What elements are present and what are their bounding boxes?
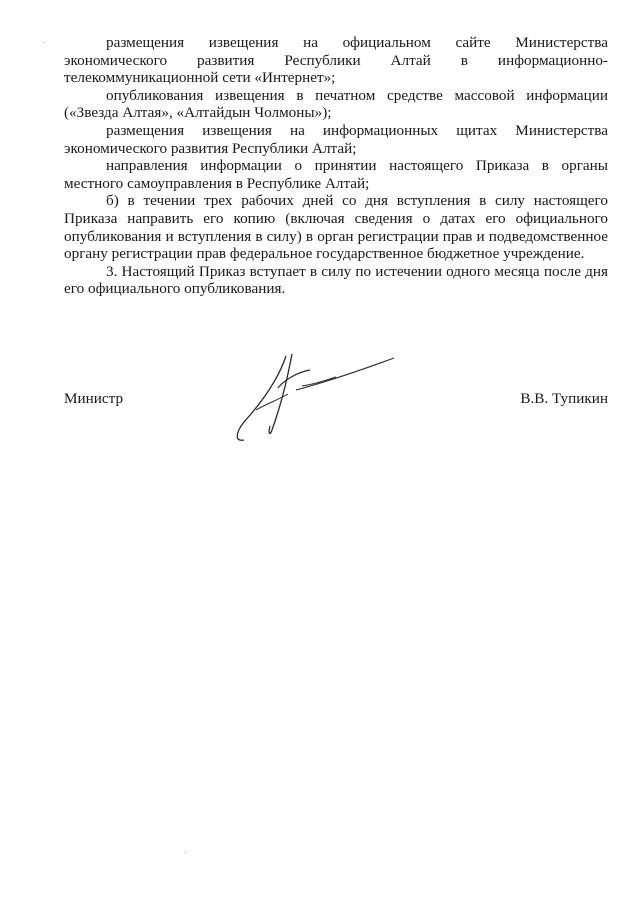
document-body [64, 34, 608, 298]
signer-name: В.В. Тупикин [520, 390, 608, 407]
scan-speck [185, 852, 186, 853]
signature-row [64, 390, 608, 412]
paragraph-website-notice: размещения извещения на официальном сайте Министерства экономического развития Республики Алтай в информационно-телекоммуникационной сети «Интернет»; [64, 34, 608, 87]
paragraph-info-boards-notice: размещения извещения на информационных щитах Министерства экономического развития Республики Алтай; [64, 121, 608, 157]
paragraph-item-3: 3. Настоящий Приказ вступает в силу по истечении одного месяца после дня его официального опубликования. [64, 262, 608, 298]
signer-title: Министр [64, 390, 124, 407]
paragraph-local-government-notice: направления информации о принятии настоящего Приказа в органы местного самоуправления в Республике Алтай; [64, 157, 608, 192]
paragraph-item-b: б) в течении трех рабочих дней со дня вступления в силу настоящего Приказа направить его копию (включая сведения о датах его официального опубликования и вступления в силу) в орган регистрации прав и подведомственное органу регистрации прав федеральное государственное бюджетное учреждение. [64, 192, 608, 263]
paragraph-print-media-notice: опубликования извещения в печатном средстве массовой информации («Звезда Алтая», «Алтайдын Чолмоны»); [64, 86, 608, 122]
scan-speck [44, 42, 45, 43]
